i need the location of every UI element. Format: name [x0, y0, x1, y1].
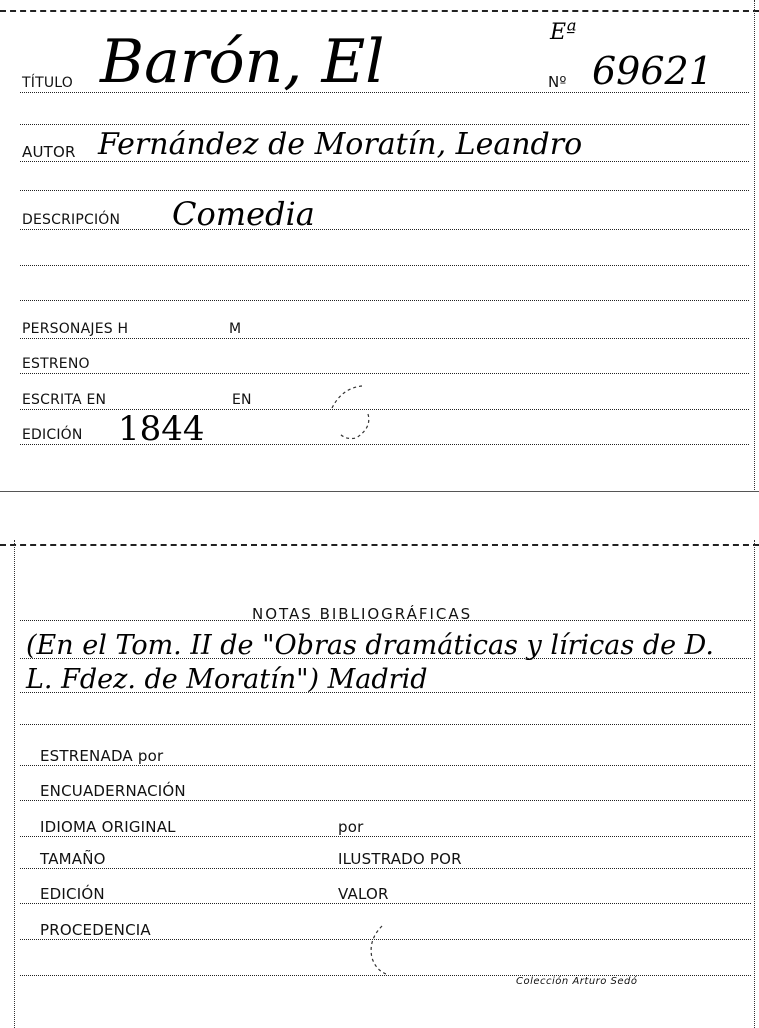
en-label: EN [232, 392, 252, 408]
idioma-line [20, 836, 751, 837]
procedencia-label: PROCEDENCIA [40, 921, 151, 939]
por-label: por [338, 818, 364, 836]
notas-title-line [20, 620, 751, 621]
blank-line-4 [20, 300, 749, 301]
edicion-value: 1844 [118, 409, 205, 449]
ilustrado-label: ILUSTRADO POR [338, 850, 462, 868]
descripcion-value: Comedia [172, 195, 315, 233]
encuadernacion-line [20, 800, 751, 801]
notas-title: NOTAS BIBLIOGRÁFICAS [252, 605, 473, 623]
notas-rule-3 [20, 724, 751, 725]
catalog-card-top [0, 0, 759, 492]
collection-credit: Colección Arturo Sedó [516, 976, 638, 987]
titulo-line [20, 92, 749, 93]
edicion-line [20, 903, 751, 904]
blank-line-1 [20, 124, 749, 125]
tamano-label: TAMAÑO [40, 850, 106, 868]
tamano-line [20, 868, 751, 869]
idioma-label: IDIOMA ORIGINAL [40, 818, 176, 836]
personajes-line [20, 338, 749, 339]
edicion-line [20, 444, 749, 445]
notas-rule-1 [20, 658, 751, 659]
autor-label: AUTOR [22, 143, 76, 161]
numero-label: Nº [548, 73, 567, 91]
personajes-m-label: M [229, 321, 242, 337]
estrenada-line [20, 765, 751, 766]
card-right-edge [754, 0, 755, 492]
encuadernacion-label: ENCUADERNACIÓN [40, 782, 186, 800]
notas-line-2: L. Fdez. de Moratín") Madrid [26, 664, 428, 695]
autor-line [20, 161, 749, 162]
edicion-label: EDICIÓN [40, 885, 105, 903]
punch-hole-mark [360, 918, 420, 978]
estreno-line [20, 373, 749, 374]
blank-line-3 [20, 265, 749, 266]
autor-value: Fernández de Moratín, Leandro [98, 127, 583, 162]
descripcion-line [20, 229, 749, 230]
notas-line-1: (En el Tom. II de "Obras dramáticas y líricas de D. [26, 630, 714, 661]
numero-value: 69621 [592, 49, 713, 93]
titulo-value: Barón, El [100, 27, 385, 97]
numero-prefix: Eª [550, 20, 577, 45]
card-top-edge [0, 544, 759, 549]
estrenada-label: ESTRENADA por [40, 747, 164, 765]
estreno-label: ESTRENO [22, 356, 90, 372]
escrita-label: ESCRITA EN [22, 392, 107, 408]
catalog-card-bottom [0, 540, 759, 1028]
valor-label: VALOR [338, 885, 389, 903]
personajes-label: PERSONAJES H [22, 321, 129, 337]
titulo-label: TÍTULO [22, 75, 73, 91]
card-separator [0, 491, 759, 492]
notas-rule-2 [20, 692, 751, 693]
punch-hole-mark [322, 380, 386, 444]
blank-line-2 [20, 190, 749, 191]
descripcion-label: DESCRIPCIÓN [22, 212, 121, 228]
card-right-edge [754, 540, 755, 1028]
card-top-edge [0, 10, 759, 15]
card-left-edge [14, 540, 15, 1028]
edicion-label: EDICIÓN [22, 427, 83, 443]
